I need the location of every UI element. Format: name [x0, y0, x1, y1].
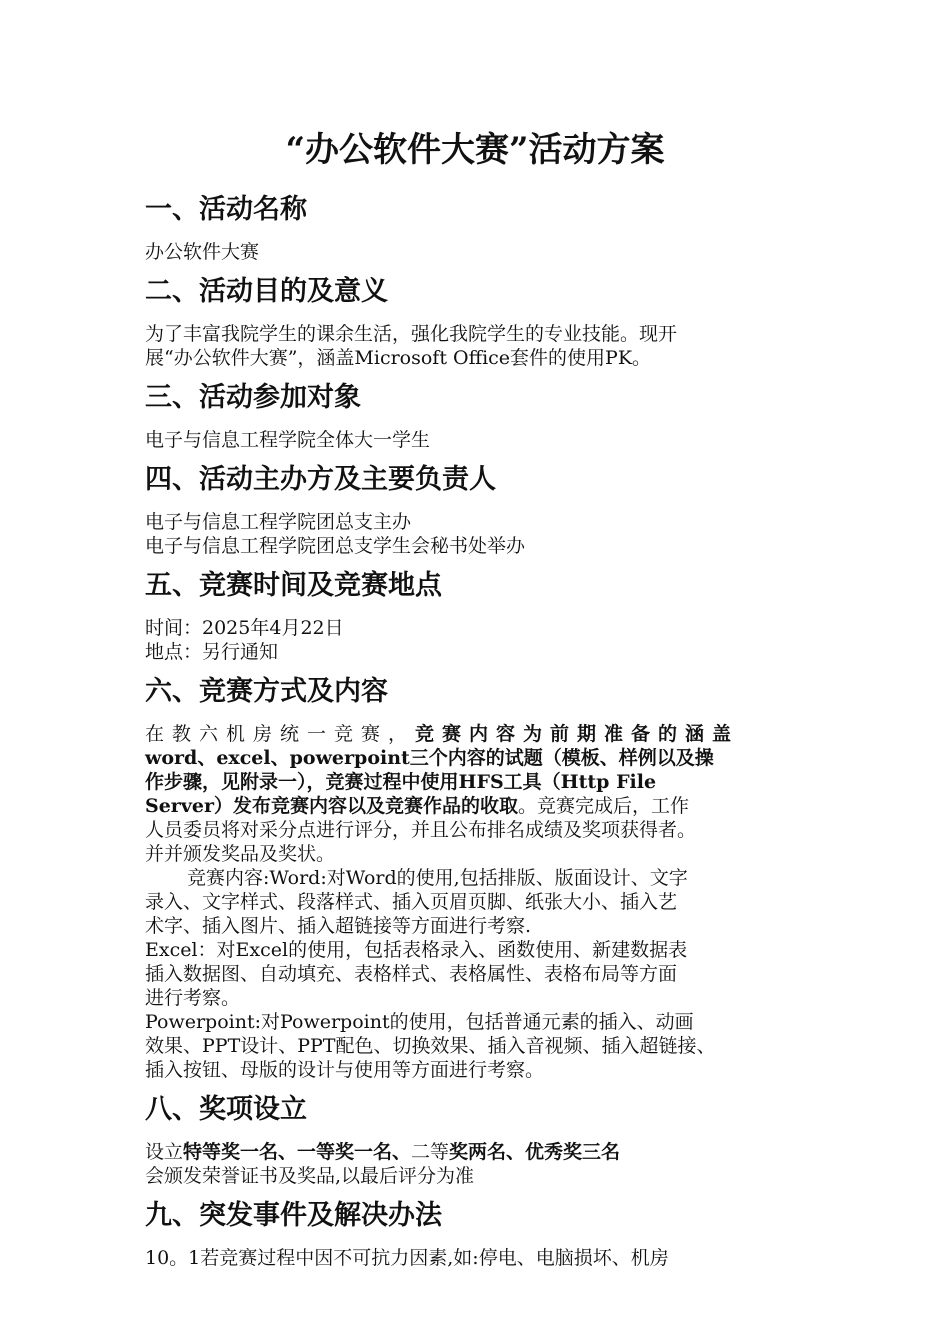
method-text: 人员委员将对采分点进行评分，并且公布排名成绩及奖项获得者。 — [145, 819, 697, 841]
method-paragraph — [145, 722, 795, 866]
section-emergency — [145, 1198, 795, 1270]
awards-line: 会颁发荣誉证书及奖品,以最后评分为准 — [145, 1165, 475, 1187]
section-text-line: 为了丰富我院学生的课余生活，强化我院学生的专业技能。现开 — [145, 323, 678, 345]
section-heading: 五、竞赛时间及竞赛地点 — [145, 570, 442, 601]
section-text-line: 展“办公软件大赛”，涵盖Microsoft Office套件的使用PK。 — [145, 347, 652, 369]
ppt-line: 效果、PPT设计、PPT配色、切换效果、插入音视频、插入超链接、 — [145, 1035, 716, 1057]
document-title: “办公软件大赛”活动方案 — [285, 130, 665, 170]
section-heading: 三、活动参加对象 — [145, 382, 361, 413]
section-organizers — [145, 462, 795, 558]
section-participants — [145, 380, 795, 452]
section-text: 电子与信息工程学院全体大一学生 — [145, 429, 431, 451]
competition-place: 地点：另行通知 — [145, 641, 279, 663]
awards-text: 设立 — [145, 1141, 184, 1163]
excel-line: 插入数据图、自动填充、表格样式、表格属性、表格布局等方面 — [145, 963, 678, 985]
awards-bold-text: 特等奖一名、一等奖一名、 — [183, 1141, 412, 1163]
ppt-content — [145, 1010, 795, 1082]
section-heading: 八、奖项设立 — [145, 1094, 307, 1125]
method-text: 在教六机房统一竞赛， — [145, 723, 416, 745]
word-content — [145, 866, 795, 938]
word-line: 竞赛内容:Word:对Word的使用,包括排版、版面设计、文字 — [187, 867, 688, 889]
method-bold-text: word、excel、powerpoint三个内容的试题（模板、样例以及操 — [145, 747, 714, 769]
awards-bold-text: 奖两名、优秀奖三名 — [449, 1141, 621, 1163]
section-text: 办公软件大赛 — [145, 241, 260, 263]
section-awards — [145, 1092, 795, 1188]
competition-time: 时间：2025年4月22日 — [145, 617, 344, 639]
section-heading: 四、活动主办方及主要负责人 — [145, 464, 496, 495]
method-bold-text: Server）发布竞赛内容以及竞赛作品的收取 — [145, 795, 518, 817]
section-time-place — [145, 568, 795, 664]
section-heading: 九、突发事件及解决办法 — [145, 1200, 442, 1231]
word-line: 录入、文字样式、段落样式、插入页眉页脚、纸张大小、插入艺 — [145, 891, 678, 913]
section-purpose — [145, 274, 795, 370]
word-line: 术字、插入图片、插入超链接等方面进行考察. — [145, 915, 532, 937]
method-text: 。竞赛完成后，工作 — [517, 795, 689, 817]
section-heading: 二、活动目的及意义 — [145, 276, 388, 307]
excel-line: 进行考察。 — [145, 987, 241, 1009]
section-heading: 一、活动名称 — [145, 194, 307, 225]
excel-content — [145, 938, 795, 1010]
method-text: 并并颁发奖品及奖状。 — [145, 843, 336, 865]
section-heading: 六、竞赛方式及内容 — [145, 676, 388, 707]
section-text-line: 电子与信息工程学院团总支主办 — [145, 511, 412, 533]
section-text-line: 电子与信息工程学院团总支学生会秘书处举办 — [145, 535, 526, 557]
ppt-line: 插入按钮、母版的设计与使用等方面进行考察。 — [145, 1059, 545, 1081]
method-bold-text: 竞赛内容为前期准备的涵盖 — [415, 723, 740, 745]
document-content — [145, 128, 795, 1280]
awards-text: 二等 — [411, 1141, 450, 1163]
section-method-content — [145, 674, 795, 1082]
method-bold-text: 作步骤，见附录一），竞赛过程中使用HFS工具（Http File — [145, 771, 657, 793]
awards-line — [145, 1140, 795, 1164]
section-activity-name — [145, 192, 795, 264]
ppt-line: Powerpoint:对Powerpoint的使用，包括普通元素的插入、动画 — [145, 1011, 694, 1033]
excel-line: Excel：对Excel的使用，包括表格录入、函数使用、新建数据表 — [145, 939, 688, 961]
emergency-line: 10。1若竞赛过程中因不可抗力因素,如:停电、电脑损坏、机房 — [145, 1247, 669, 1269]
